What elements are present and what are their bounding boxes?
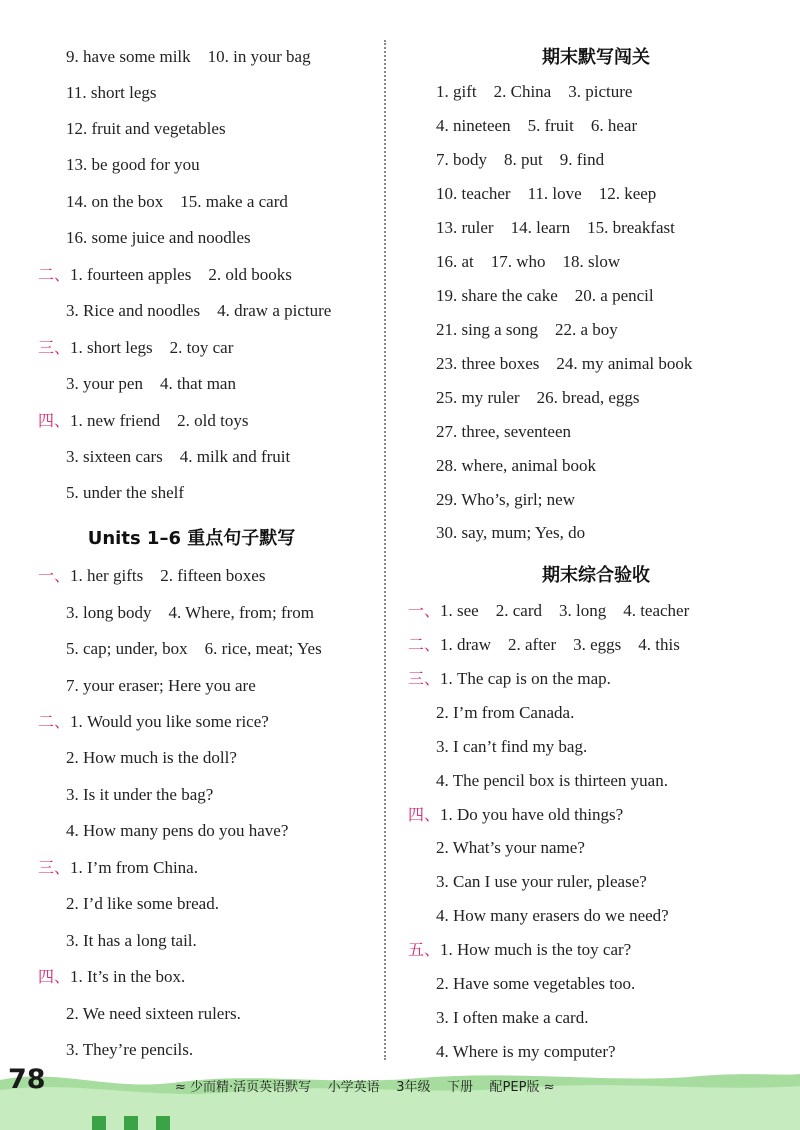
answer-text: 1. fourteen apples 2. old books: [70, 265, 292, 284]
answer-text: 4. Where is my computer?: [436, 1042, 616, 1061]
answer-line: [436, 251, 620, 273]
answer-text: 2. We need sixteen rulers.: [66, 1004, 241, 1023]
answer-text: 4. The pencil box is thirteen yuan.: [436, 771, 668, 790]
answer-line: [66, 482, 184, 504]
answer-text: 1. see 2. card 3. long 4. teacher: [440, 601, 690, 620]
answer-text: 2. How much is the doll?: [66, 748, 237, 767]
answer-text: 5. under the shelf: [66, 483, 185, 502]
answer-text: 3. your pen 4. that man: [66, 374, 236, 393]
answer-text: 13. be good for you: [66, 155, 200, 174]
section-heading: Units 1–6 重点句子默写: [87, 528, 296, 549]
section-marker: 三、: [38, 858, 71, 877]
answer-text: 1. I’m from China.: [70, 858, 198, 877]
section-marker: 四、: [38, 967, 71, 986]
answer-text: 5. cap; under, box 6. rice, meat; Yes: [66, 639, 322, 658]
answer-line: [66, 602, 314, 624]
answer-text: 27. three, seventeen: [436, 422, 571, 441]
answer-line: [436, 702, 574, 724]
answer-text: 3. Can I use your ruler, please?: [436, 872, 647, 891]
footer-square-3: [156, 1116, 170, 1130]
answer-text: 16. at 17. who 18. slow: [436, 252, 621, 271]
answer-line: [66, 300, 331, 322]
answer-line: [436, 973, 635, 995]
answer-line: [436, 183, 656, 205]
answer-text: 2. Have some vegetables too.: [436, 974, 636, 993]
answer-text: 3. It has a long tail.: [66, 931, 197, 950]
answer-line: [408, 804, 623, 826]
answer-line: [436, 217, 675, 239]
answer-line: [436, 319, 618, 341]
answer-line: [66, 675, 256, 697]
answer-line: [436, 353, 692, 375]
answer-text: 10. teacher 11. love 12. keep: [436, 184, 657, 203]
answer-text: 3. I can’t find my bag.: [436, 737, 588, 756]
answer-line: [66, 154, 200, 176]
answer-text: 9. have some milk 10. in your bag: [66, 47, 311, 66]
answer-line: [66, 82, 157, 104]
section-heading: 期末综合验收: [542, 565, 650, 586]
answer-line: [66, 446, 290, 468]
answer-text: 13. ruler 14. learn 15. breakfast: [436, 218, 675, 237]
answer-text: 3. Rice and noodles 4. draw a picture: [66, 301, 332, 320]
answer-line: [38, 337, 233, 359]
answer-line: [436, 489, 575, 511]
answer-line: [66, 820, 288, 842]
answer-text: 1. Do you have old things?: [440, 805, 624, 824]
answer-line: [38, 410, 249, 432]
answer-line: [436, 149, 604, 171]
answer-line: [436, 522, 585, 544]
answer-line: [66, 784, 213, 806]
section-marker: 二、: [38, 712, 71, 731]
answer-text: 1. It’s in the box.: [70, 967, 186, 986]
column-divider: [384, 40, 386, 1060]
answer-line: [66, 930, 197, 952]
answer-text: 29. Who’s, girl; new: [436, 490, 575, 509]
section-marker: 四、: [38, 411, 71, 430]
answer-text: 23. three boxes 24. my animal book: [436, 354, 693, 373]
answer-line: [436, 81, 632, 103]
answer-line: [66, 373, 236, 395]
answer-text: 2. What’s your name?: [436, 838, 585, 857]
answer-line: [38, 565, 265, 587]
footer-title: ≈ 少而精·活页英语默写 小学英语 3年级 下册 配PEP版 ≈: [175, 1080, 555, 1095]
page-number: 78: [8, 1064, 46, 1095]
answer-line: [408, 634, 680, 656]
answer-line: [66, 1039, 193, 1061]
section-heading: 期末默写闯关: [542, 47, 650, 68]
answer-line: [436, 905, 669, 927]
answer-line: [66, 118, 226, 140]
answer-text: 1. How much is the toy car?: [440, 940, 632, 959]
answer-text: 4. nineteen 5. fruit 6. hear: [436, 116, 638, 135]
answer-line: [38, 966, 185, 988]
answer-line: [66, 747, 237, 769]
section-marker: 三、: [38, 338, 71, 357]
answer-text: 1. The cap is on the map.: [440, 669, 611, 688]
answer-line: [436, 387, 639, 409]
section-marker: 一、: [38, 566, 71, 585]
answer-text: 1. gift 2. China 3. picture: [436, 82, 633, 101]
answer-line: [436, 837, 585, 859]
answer-text: 3. Is it under the bag?: [66, 785, 214, 804]
answer-line: [38, 264, 292, 286]
answer-line: [408, 668, 611, 690]
answer-line: [436, 455, 596, 477]
answer-text: 4. How many pens do you have?: [66, 821, 289, 840]
answer-line: [436, 871, 647, 893]
answer-text: 1. her gifts 2. fifteen boxes: [70, 566, 266, 585]
answer-line: [38, 857, 198, 879]
answer-line: [408, 939, 631, 961]
answer-line: [38, 711, 269, 733]
answer-text: 11. short legs: [66, 83, 157, 102]
answer-line: [66, 227, 251, 249]
answer-line: [436, 285, 654, 307]
answer-text: 2. I’d like some bread.: [66, 894, 219, 913]
answer-text: 25. my ruler 26. bread, eggs: [436, 388, 640, 407]
answer-text: 19. share the cake 20. a pencil: [436, 286, 654, 305]
answer-text: 12. fruit and vegetables: [66, 119, 226, 138]
footer-square-2: [124, 1116, 138, 1130]
answer-text: 7. your eraser; Here you are: [66, 676, 256, 695]
answer-line: [66, 893, 219, 915]
answer-line: [408, 600, 689, 622]
answer-text: 7. body 8. put 9. find: [436, 150, 605, 169]
answer-text: 2. I’m from Canada.: [436, 703, 575, 722]
section-marker: 二、: [408, 635, 441, 654]
answer-line: [436, 770, 668, 792]
answer-text: 14. on the box 15. make a card: [66, 192, 288, 211]
answer-line: [66, 46, 311, 68]
answer-line: [66, 638, 322, 660]
answer-text: 1. short legs 2. toy car: [70, 338, 234, 357]
footer-square-1: [92, 1116, 106, 1130]
answer-text: 30. say, mum; Yes, do: [436, 523, 586, 542]
answer-text: 3. long body 4. Where, from; from: [66, 603, 315, 622]
answer-line: [66, 1003, 241, 1025]
answer-text: 1. new friend 2. old toys: [70, 411, 249, 430]
answer-line: [66, 191, 288, 213]
answer-text: 3. sixteen cars 4. milk and fruit: [66, 447, 291, 466]
answer-line: [436, 421, 571, 443]
answer-line: [436, 736, 587, 758]
answer-text: 4. How many erasers do we need?: [436, 906, 669, 925]
section-marker: 二、: [38, 265, 71, 284]
section-marker: 三、: [408, 669, 441, 688]
answer-line: [436, 1041, 616, 1063]
answer-text: 28. where, animal book: [436, 456, 597, 475]
answer-line: [436, 115, 637, 137]
section-marker: 五、: [408, 940, 441, 959]
section-marker: 四、: [408, 805, 441, 824]
section-marker: 一、: [408, 601, 441, 620]
answer-text: 21. sing a song 22. a boy: [436, 320, 618, 339]
answer-text: 3. I often make a card.: [436, 1008, 589, 1027]
answer-text: 1. Would you like some rice?: [70, 712, 269, 731]
answer-text: 1. draw 2. after 3. eggs 4. this: [440, 635, 680, 654]
answer-text: 3. They’re pencils.: [66, 1040, 194, 1059]
answer-text: 16. some juice and noodles: [66, 228, 251, 247]
answer-line: [436, 1007, 588, 1029]
